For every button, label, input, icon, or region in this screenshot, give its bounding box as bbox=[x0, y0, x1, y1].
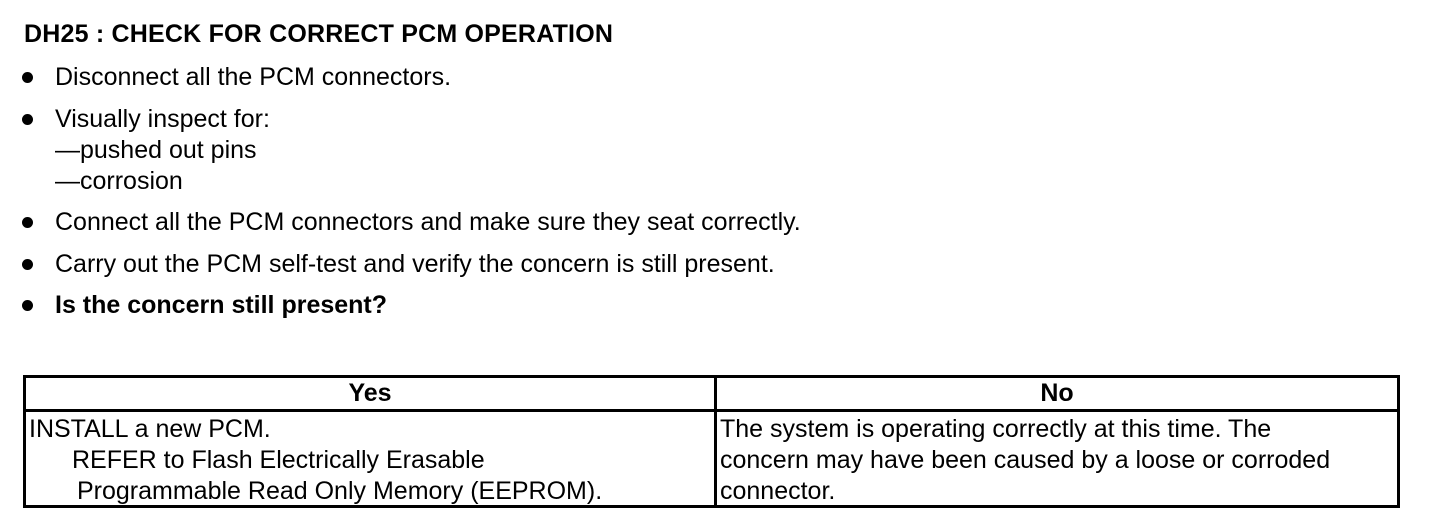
no-cell-line: concern may have been caused by a loose or corroded bbox=[720, 446, 1331, 474]
decision-table bbox=[23, 375, 1400, 508]
no-cell bbox=[716, 411, 1398, 508]
page-title: DH25 : CHECK FOR CORRECT PCM OPERATION bbox=[24, 20, 614, 48]
bullet-icon bbox=[22, 217, 33, 228]
list-item-text: Connect all the PCM connectors and make sure they seat correctly. bbox=[55, 208, 801, 236]
yes-cell-line: INSTALL a new PCM. bbox=[29, 415, 271, 443]
list-item-line: Visually inspect for: bbox=[55, 105, 270, 133]
question-text: Is the concern still present? bbox=[55, 291, 388, 319]
bullet-icon bbox=[22, 259, 33, 270]
no-cell-line: The system is operating correctly at this time. The bbox=[720, 415, 1272, 443]
table-header-row bbox=[26, 378, 1397, 411]
no-cell-line: connector. bbox=[720, 477, 836, 505]
decision-table-grid bbox=[26, 378, 1397, 507]
list-item-subline: —pushed out pins bbox=[55, 136, 257, 164]
list-item-text bbox=[55, 104, 270, 197]
yes-column-header: Yes bbox=[26, 378, 716, 411]
yes-cell bbox=[26, 411, 716, 508]
bullet-icon bbox=[22, 72, 33, 83]
list-item-text: Carry out the PCM self-test and verify the concern is still present. bbox=[55, 250, 775, 278]
table-row bbox=[26, 411, 1397, 508]
bullet-icon bbox=[22, 300, 33, 311]
list-item-subline: —corrosion bbox=[55, 167, 183, 195]
yes-cell-line: Programmable Read Only Memory (EEPROM). bbox=[77, 477, 603, 505]
no-column-header: No bbox=[716, 378, 1398, 411]
list-item-text: Disconnect all the PCM connectors. bbox=[55, 63, 452, 91]
bullet-icon bbox=[22, 114, 33, 125]
yes-cell-line: REFER to Flash Electrically Erasable bbox=[72, 446, 485, 474]
